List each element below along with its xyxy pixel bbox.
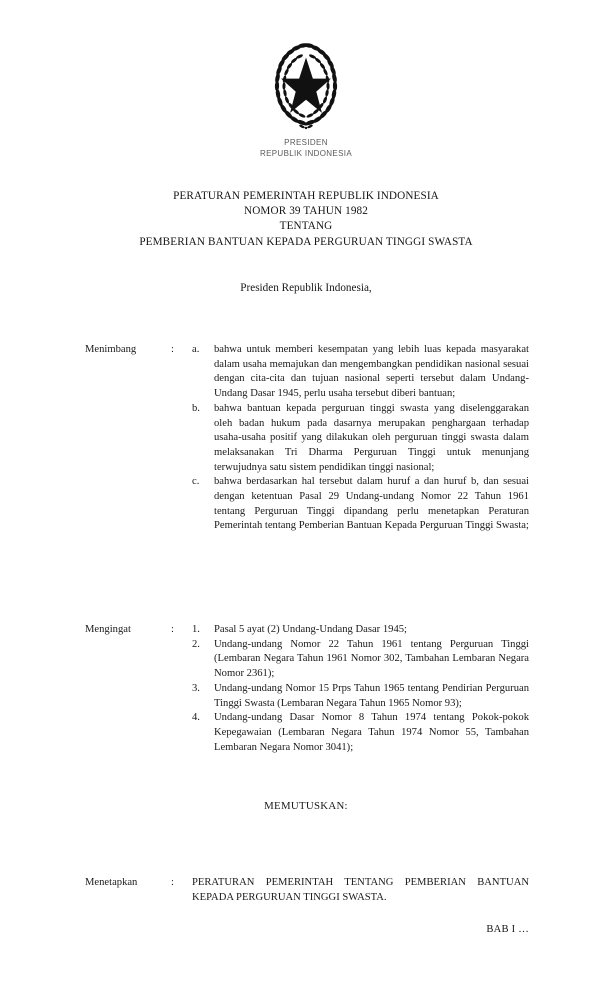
item-text: Undang-undang Dasar Nomor 8 Tahun 1974 tentang Pokok-pokok Kepegawaian (Lembaran Negara Tahun 1974 Nomor 55, Tambahan Lembaran Negara Nomor 3041);: [214, 712, 529, 753]
memutuskan-heading: MEMUTUSKAN:: [264, 800, 348, 812]
menimbang-colon: :: [171, 344, 174, 355]
clause-menimbang: [85, 343, 529, 534]
item-marker: 2.: [192, 638, 200, 650]
list-item: [192, 475, 529, 534]
menimbang-label: Menimbang: [85, 344, 137, 355]
list-item: [192, 623, 529, 638]
clause-menetapkan: [85, 876, 529, 905]
item-marker: b.: [192, 402, 200, 414]
letterhead-line-republik: REPUBLIK INDONESIA: [259, 148, 353, 158]
opening-line: Presiden Republik Indonesia,: [240, 282, 372, 294]
menetapkan-items: [192, 876, 529, 905]
item-marker: c.: [192, 476, 200, 488]
item-text: bahwa berdasarkan hal tersebut dalam huruf a dan huruf b, dan sesuai dengan ketentuan Pasal 29 Undang-undang Nomor 22 Tahun 1961 tentang Perguruan Tinggi dipandang perlu menetapkan Peraturan Pemerintah tentang Pemberian Bantuan Kepada Perguruan Tinggi Swasta;: [214, 476, 529, 532]
document-title: [0, 189, 612, 250]
list-item: [192, 638, 529, 682]
item-text: bahwa bantuan kepada perguruan tinggi swasta yang diselenggarakan oleh badan hukum pada dasarnya merupakan penghargaan terhadap usaha-usaha positif yang dilakukan oleh perguruan tinggi swasta dalam melaksanakan Tri Dharma Perguruan Tinggi untuk menunjang terwujudnya satu sistem pendidikan tinggi nasional;: [214, 402, 529, 473]
title-line-nomor: NOMOR 39 TAHUN 1982: [244, 205, 368, 218]
list-item: [192, 876, 529, 905]
title-line-tentang: TENTANG: [279, 220, 333, 233]
menetapkan-label: Menetapkan: [85, 877, 138, 888]
item-marker: 3.: [192, 682, 200, 694]
list-item: [192, 682, 529, 711]
item-marker: a.: [192, 344, 200, 355]
list-item: [192, 711, 529, 755]
list-item: [192, 402, 529, 476]
item-text: PERATURAN PEMERINTAH TENTANG PEMBERIAN BANTUAN KEPADA PERGURUAN TINGGI SWASTA.: [192, 877, 529, 903]
item-marker: 1.: [192, 624, 200, 635]
mengingat-label: Mengingat: [85, 624, 131, 635]
letterhead: [0, 38, 612, 159]
title-line-subject: PEMBERIAN BANTUAN KEPADA PERGURUAN TINGGI SWASTA: [139, 235, 473, 248]
item-text: bahwa untuk memberi kesempatan yang lebih luas kepada masyarakat dalam usaha memajukan dan mengembangkan pendidikan nasional sesuai dengan cita-cita dan tujuan nasional seperti tersebut dalam Undang-Undang Dasar 1945, perlu usaha tersebut diberi bantuan;: [214, 344, 529, 400]
mengingat-colon: :: [171, 624, 174, 635]
mengingat-items: [192, 623, 529, 755]
footer-continuation: BAB I …: [486, 924, 529, 935]
item-text: Undang-undang Nomor 22 Tahun 1961 tentang Perguruan Tinggi (Lembaran Negara Tahun 1961 Nomor 302, Tambahan Lembaran Negara Nomor 2361);: [214, 638, 529, 680]
list-item: [192, 343, 529, 402]
garuda-star-wreath-emblem: [264, 38, 348, 134]
title-line-peraturan: PERATURAN PEMERINTAH REPUBLIK INDONESIA: [173, 190, 439, 202]
menetapkan-colon: :: [171, 877, 174, 888]
clause-mengingat: [85, 623, 529, 755]
letterhead-line-presiden: PRESIDEN: [284, 138, 328, 147]
item-text: Undang-undang Nomor 15 Prps Tahun 1965 tentang Pendirian Perguruan Tinggi Swasta (Lembaran Negara Tahun 1965 Nomor 93);: [214, 682, 529, 709]
menimbang-items: [192, 343, 529, 534]
item-text: Pasal 5 ayat (2) Undang-Undang Dasar 1945;: [214, 624, 407, 635]
item-marker: 4.: [192, 712, 200, 724]
